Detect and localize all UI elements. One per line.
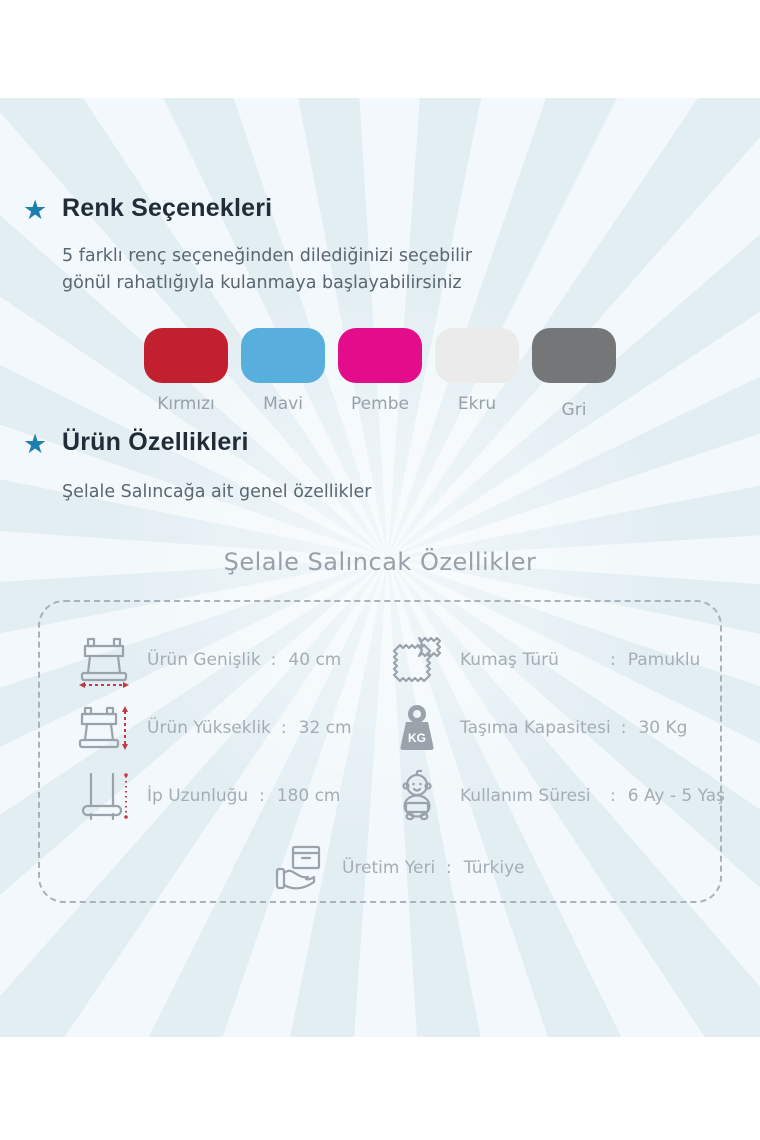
- swatch-label: Mavi: [263, 394, 303, 414]
- spec-colon: :: [610, 786, 616, 806]
- spec-value: Türkiye: [463, 858, 525, 878]
- color-swatch-ekru: [435, 328, 519, 420]
- fabric-icon: [388, 631, 446, 689]
- swatch-label: Pembe: [351, 394, 409, 414]
- spec-colon: :: [610, 650, 616, 670]
- color-section-description: [62, 243, 472, 297]
- weight-icon: [388, 699, 446, 757]
- features-section-subtitle: Şelale Salıncağa ait genel özellikler: [62, 482, 372, 502]
- spec-row-origin: [270, 838, 525, 898]
- description-line-1: 5 farklı renç seçeneğinden dilediğinizi seçebilir: [62, 246, 473, 266]
- spec-box: [38, 600, 725, 903]
- spec-label: Ürün Genişlik: [147, 650, 261, 670]
- spec-label: Kumaş Türü: [460, 650, 559, 670]
- spec-label: İp Uzunluğu: [147, 786, 249, 806]
- spec-value: 6 Ay - 5 Yaş: [627, 786, 725, 806]
- spec-colon: :: [270, 650, 277, 670]
- swatch-label: Gri: [561, 400, 587, 420]
- swing-height-icon: [75, 699, 133, 757]
- swatch-color: [338, 328, 422, 383]
- kg-label: KG: [408, 731, 426, 745]
- spec-row-age: [388, 766, 725, 826]
- spec-value: 180 cm: [276, 786, 341, 806]
- color-swatch-kirmizi: [144, 328, 228, 420]
- spec-label: Kullanım Süresi: [460, 786, 591, 806]
- spec-row-rope: [75, 766, 341, 826]
- spec-row-fabric: [388, 630, 700, 690]
- star-icon: ★: [23, 195, 48, 226]
- star-icon: ★: [23, 429, 48, 460]
- spec-label: Taşıma Kapasitesi: [460, 718, 611, 738]
- spec-row-capacity: [388, 698, 687, 758]
- spec-colon: :: [280, 718, 287, 738]
- swatch-label: Ekru: [457, 394, 497, 414]
- spec-box-title: Şelale Salıncak Özellikler: [223, 548, 537, 576]
- baby-icon: [388, 767, 446, 825]
- spec-label: Üretim Yeri: [342, 858, 436, 878]
- swatch-color: [532, 328, 616, 383]
- spec-value: 40 cm: [288, 650, 342, 670]
- spec-row-height: [75, 698, 352, 758]
- origin-icon: [270, 839, 328, 897]
- swatch-color: [241, 328, 325, 383]
- spec-colon: :: [620, 718, 627, 738]
- swatch-color: [435, 328, 519, 383]
- color-swatch-row: [0, 328, 760, 420]
- color-swatch-pembe: [338, 328, 422, 420]
- spec-value: 32 cm: [298, 718, 352, 738]
- color-swatch-mavi: [241, 328, 325, 420]
- swatch-label: Kırmızı: [157, 394, 215, 414]
- swatch-color: [144, 328, 228, 383]
- color-swatch-gri: [532, 328, 616, 420]
- spec-row-width: [75, 630, 341, 690]
- spec-value: Pamuklu: [627, 650, 701, 670]
- color-section-title: Renk Seçenekleri: [62, 194, 273, 222]
- spec-colon: :: [259, 786, 265, 806]
- description-line-2: gönül rahatlığıyla kulanmaya başlayabilirsiniz: [62, 273, 462, 293]
- spec-label: Ürün Yükseklik: [147, 718, 271, 738]
- spec-colon: :: [446, 858, 452, 878]
- features-section-title: Ürün Özellikleri: [62, 428, 249, 456]
- rope-length-icon: [75, 767, 133, 825]
- spec-value: 30 Kg: [638, 718, 688, 738]
- swing-width-icon: [75, 631, 133, 689]
